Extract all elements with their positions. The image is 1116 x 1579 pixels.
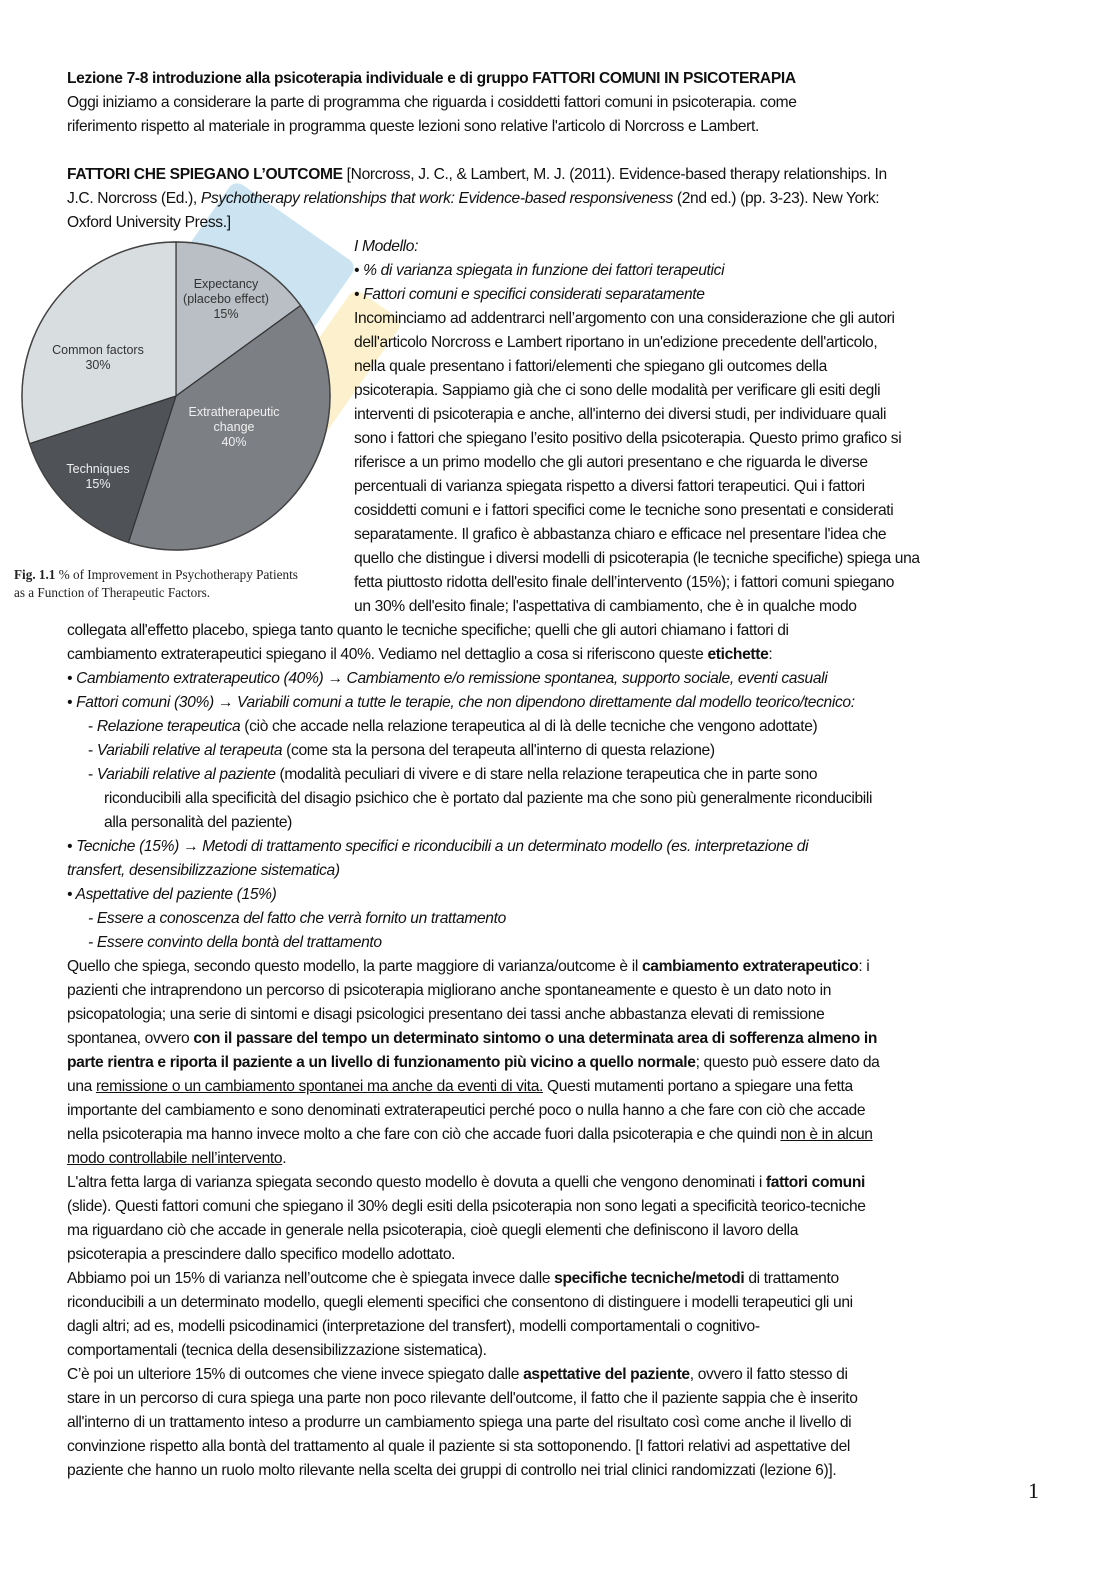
bold-text: cambiamento extraterapeutico bbox=[641, 958, 859, 975]
factor-techniques: • Tecniche (15%) → Metodi di trattamento specifici e riconducibili a un determinato modello (es. interpretazione di bbox=[67, 838, 809, 855]
subitem-text: Essere convinto della bontà del trattamento bbox=[96, 934, 382, 951]
p1-line bbox=[67, 1147, 286, 1171]
wrap-line: un 30% dell'esito finale; l'aspettativa di cambiamento, che è in qualche modo bbox=[354, 598, 857, 615]
wrap-line: nella quale presentano i fattori/elementi che spiegano gli outcomes della bbox=[354, 358, 827, 375]
common-subitem: - Variabili relative al paziente (modalità peculiari di vivere e di stare nella relazione terapeutica che in parte sono bbox=[88, 766, 818, 783]
p1-line: importante del cambiamento e sono denominati extraterapeutici perché poco o nulla hanno a che fare con ciò che accade bbox=[67, 1102, 866, 1119]
figure-number: Fig. 1.1 bbox=[14, 567, 56, 582]
intro-line-1: Oggi iniziamo a considerare la parte di programma che riguarda i cosiddetti fattori comuni in psicoterapia. come bbox=[67, 94, 797, 111]
citation-line-2 bbox=[67, 187, 879, 211]
wrap-line: separatamente. Il grafico è abbastanza chiaro e efficace nel presentare l'idea che bbox=[354, 526, 887, 543]
label-extratherapeutic: Extratherapeutic change 40% bbox=[188, 405, 280, 449]
p3-line bbox=[67, 1267, 839, 1291]
text: una bbox=[67, 1078, 96, 1095]
wrap-line: psicoterapia. Sappiamo già che ci sono delle modalità per verificare gli esiti degli bbox=[354, 382, 881, 399]
p4-line: convinzione rispetto alla bontà del trattamento al quale il paziente si sta sottoponendo. [I fattori relativi ad aspettative del bbox=[67, 1438, 851, 1455]
factor-techniques-cont: transfert, desensibilizzazione sistematica) bbox=[67, 862, 340, 879]
wrap-line: riferisce a un primo modello che gli autori presentano e che riguarda le diverse bbox=[354, 454, 868, 471]
p2-line: (slide). Questi fattori comuni che spiegano il 30% degli esiti della psicoterapia non sono legati a specificità teorico-tecniche bbox=[67, 1198, 866, 1215]
common-subitem: - Variabili relative al terapeuta (come sta la persona del terapeuta all'interno di questa relazione) bbox=[88, 742, 715, 759]
wrap-line: quello che distingue i diversi modelli di psicoterapia (le tecniche specifiche) spiega una bbox=[354, 550, 920, 567]
expectations-subitem: - Essere a conoscenza del fatto che verrà fornito un trattamento bbox=[88, 910, 506, 927]
text: C’è poi un ulteriore 15% di outcomes che viene invece spiegato dalle bbox=[67, 1366, 524, 1383]
etichette-pre: cambiamento extraterapeutici spiegano il 40%. Vediamo nel dettaglio a cosa si riferiscono queste bbox=[67, 646, 708, 663]
p3-line: riconducibili a un determinato modello, quegli elementi specifici che consentono di distinguere i modelli terapeutici gli uni bbox=[67, 1294, 853, 1311]
citation-book-title: Psychotherapy relationships that work: Evidence-based responsiveness bbox=[200, 190, 673, 207]
figure-caption bbox=[14, 566, 298, 602]
subitem-title: Variabili relative al paziente bbox=[96, 766, 276, 783]
subitem-desc: (ciò che accade nella relazione terapeutica al di là delle tecniche che vengono adottate) bbox=[240, 718, 818, 735]
text: nella psicoterapia ma hanno invece molto a che fare con ciò che accade fuori dalla psicoterapia e che quindi bbox=[67, 1126, 781, 1143]
model-title: I Modello: bbox=[354, 238, 419, 255]
expectations-subitem: - Essere convinto della bontà del trattamento bbox=[88, 934, 382, 951]
pie-chart bbox=[16, 238, 346, 562]
common-subitem-cont: riconducibili alla specificità del disagio psichico che è portato dal paziente ma che sono più generalmente riconducibili bbox=[104, 790, 873, 807]
etichette-bold: etichette bbox=[707, 646, 769, 663]
text: , ovvero il fatto stesso di bbox=[689, 1366, 848, 1383]
factor-common: • Fattori comuni (30%) → Variabili comuni a tutte le terapie, che non dipendono direttamente dal modello teorico/tecnico: bbox=[67, 694, 855, 711]
label-expectancy: Expectancy (placebo effect) 15% bbox=[183, 277, 269, 321]
underlined-text: modo controllabile nell’intervento bbox=[67, 1150, 283, 1167]
p1-line bbox=[67, 1051, 879, 1075]
subitem-title: Relazione terapeutica bbox=[96, 718, 241, 735]
wrap-line: percentuali di varianza spiegata rispetto a diversi fattori terapeutici. Qui i fattori bbox=[354, 478, 865, 495]
pie-chart-svg bbox=[16, 238, 346, 562]
intro-line-2: riferimento rispetto al materiale in programma queste lezioni sono relative l'articolo di Norcross e Lambert. bbox=[67, 118, 759, 135]
wrap-line: sono i fattori che spiegano l’esito positivo della psicoterapia. Questo primo grafico si bbox=[354, 430, 902, 447]
model-bullet-1: • % di varianza spiegata in funzione dei fattori terapeutici bbox=[354, 262, 725, 279]
text: . bbox=[282, 1150, 287, 1167]
bold-text: con il passare del tempo un determinato sintomo o una determinata area di sofferenza almeno in bbox=[193, 1030, 878, 1047]
wrap-line: dell'articolo Norcross e Lambert riportano in un'edizione precedente dell'articolo, bbox=[354, 334, 878, 351]
text: ; questo può essere dato da bbox=[695, 1054, 880, 1071]
bold-text: aspettative del paziente bbox=[523, 1366, 690, 1383]
p1-line bbox=[67, 1123, 873, 1147]
text: Abbiamo poi un 15% di varianza nell’outcome che è spiegata invece dalle bbox=[67, 1270, 555, 1287]
label-common-factors: Common factors 30% bbox=[52, 343, 144, 372]
p4-line bbox=[67, 1363, 848, 1387]
text: Quello che spiega, secondo questo modello, la parte maggiore di varianza/outcome è il bbox=[67, 958, 642, 975]
p3-line: dagli altri; ad es, modelli psicodinamici (interpretazione del transfert), modelli comportamentali o cognitivo- bbox=[67, 1318, 760, 1335]
p1-line bbox=[67, 955, 869, 979]
body-line: collegata all'effetto placebo, spiega tanto quanto le tecniche specifiche; quelli che gli autori chiamano i fattori di bbox=[67, 622, 789, 639]
factor-expectations: • Aspettative del paziente (15%) bbox=[67, 886, 277, 903]
label-techniques: Techniques 15% bbox=[66, 462, 130, 491]
text: spontanea, ovvero bbox=[67, 1030, 194, 1047]
text: Questi mutamenti portano a spiegare una fetta bbox=[543, 1078, 853, 1095]
bold-text: specifiche tecniche/metodi bbox=[554, 1270, 745, 1287]
citation-editor: J.C. Norcross (Ed.), bbox=[67, 190, 201, 207]
etichette-post: : bbox=[768, 646, 773, 663]
lesson-title: Lezione 7-8 introduzione alla psicoterapia individuale e di gruppo FATTORI COMUNI IN PSICOTERAPIA bbox=[67, 70, 796, 87]
citation-line-1: [Norcross, J. C., & Lambert, M. J. (2011). Evidence-based therapy relationships. In bbox=[342, 166, 887, 183]
p3-line: comportamentali (tecnica della desensibilizzazione sistematica). bbox=[67, 1342, 487, 1359]
subitem-desc: (come sta la persona del terapeuta all'interno di questa relazione) bbox=[282, 742, 715, 759]
caption-line-2: as a Function of Therapeutic Factors. bbox=[14, 585, 211, 600]
p1-line bbox=[67, 1075, 853, 1099]
p2-line: ma riguardano ciò che accade in generale nella psicoterapia, cioè quegli elementi che definiscono il lavoro della bbox=[67, 1222, 799, 1239]
p1-line: pazienti che intraprendono un percorso di psicoterapia migliorano anche spontaneamente e questo è un dato noto in bbox=[67, 982, 832, 999]
factor-extratherapeutic: • Cambiamento extraterapeutico (40%) → Cambiamento e/o remissione spontanea, supporto sociale, eventi casuali bbox=[67, 670, 828, 687]
underlined-text: remissione o un cambiamento spontanei ma anche da eventi di vita. bbox=[95, 1078, 544, 1095]
p1-line: psicopatologia; una serie di sintomi e disagi psicologici presentano dei tassi anche abbastanza elevati di remissione bbox=[67, 1006, 825, 1023]
underlined-text: non è in alcun bbox=[780, 1126, 873, 1143]
subitem-text: Essere a conoscenza del fatto che verrà fornito un trattamento bbox=[96, 910, 506, 927]
section-heading: FATTORI CHE SPIEGANO L’OUTCOME bbox=[67, 166, 343, 183]
common-subitem-cont: alla personalità del paziente) bbox=[104, 814, 293, 831]
wrap-line: interventi di psicoterapia e anche, all'interno dei diversi studi, per individuare quali bbox=[354, 406, 887, 423]
etichette-line bbox=[67, 643, 772, 667]
p1-line bbox=[67, 1027, 877, 1051]
p2-line bbox=[67, 1171, 865, 1195]
section-heading-line bbox=[67, 163, 887, 187]
caption-line-1: % of Improvement in Psychotherapy Patients bbox=[55, 567, 298, 582]
wrap-line: Incominciamo ad addentrarci nell’argomento con una considerazione che gli autori bbox=[354, 310, 895, 327]
p4-line: stare in un percorso di cura spiega una parte non poco rilevante dell'outcome, il fatto che il paziente sappia che è inserito bbox=[67, 1390, 858, 1407]
wrap-line: fetta piuttosto ridotta dell'esito finale dell’intervento (15%); i fattori comuni spiegano bbox=[354, 574, 895, 591]
p4-line: paziente che hanno un ruolo molto rilevante nella scelta dei gruppi di controllo nei trial clinici randomizzati (lezione 6)]. bbox=[67, 1462, 837, 1479]
common-subitem: - Relazione terapeutica (ciò che accade nella relazione terapeutica al di là delle tecniche che vengono adottate) bbox=[88, 718, 818, 735]
citation-line-3: Oxford University Press.] bbox=[67, 214, 231, 231]
text: : i bbox=[858, 958, 870, 975]
citation-pages: (2nd ed.) (pp. 3-23). New York: bbox=[672, 190, 880, 207]
text: L'altra fetta larga di varianza spiegata secondo questo modello è dovuta a quelli che vengono denominati i bbox=[67, 1174, 766, 1191]
wrap-line: cosiddetti comuni e i fattori specifici come le tecniche sono presentati e considerati bbox=[354, 502, 894, 519]
p2-line: psicoterapia a prescindere dallo specifico modello adottato. bbox=[67, 1246, 456, 1263]
p4-line: all'interno di un trattamento inteso a produrre un cambiamento spiega una parte del risultato così come anche il livello di bbox=[67, 1414, 852, 1431]
bold-text: fattori comuni bbox=[765, 1174, 865, 1191]
text: di trattamento bbox=[744, 1270, 839, 1287]
bold-text: parte rientra e riporta il paziente a un livello di funzionamento più vicino a quello normale bbox=[67, 1054, 696, 1071]
subitem-desc: (modalità peculiari di vivere e di stare nella relazione terapeutica che in parte sono bbox=[275, 766, 818, 783]
page-number: 1 bbox=[1028, 1478, 1039, 1503]
model-bullet-2: • Fattori comuni e specifici considerati separatamente bbox=[354, 286, 705, 303]
subitem-title: Variabili relative al terapeuta bbox=[96, 742, 283, 759]
